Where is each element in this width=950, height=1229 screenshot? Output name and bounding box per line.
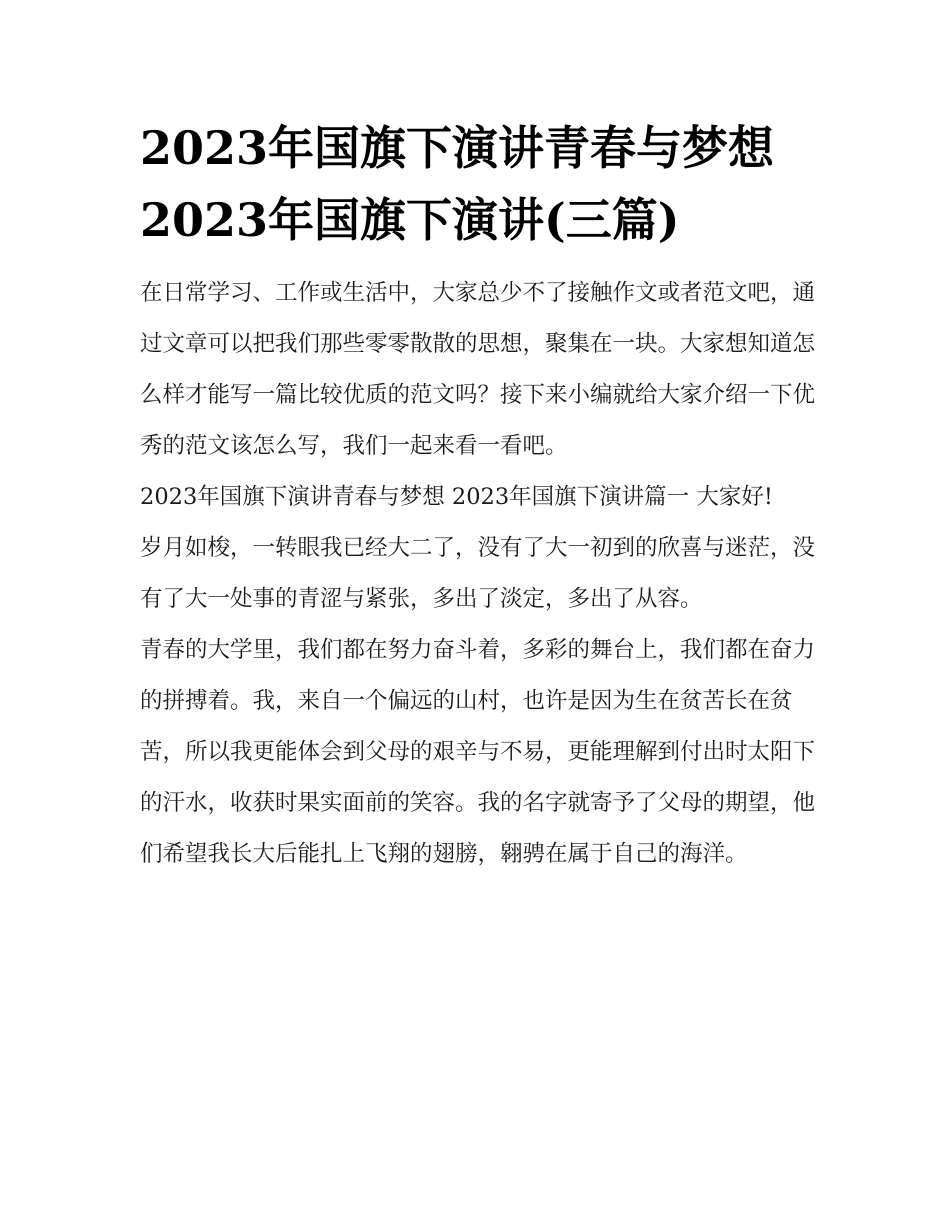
document-title — [140, 112, 815, 256]
section-heading-paragraph: 2023年国旗下演讲青春与梦想 2023年国旗下演讲篇一 大家好! — [140, 484, 773, 510]
body-paragraph: 岁月如梭，一转眼我已经大二了，没有了大一初到的欣喜与迷茫，没有了大一处事的青涩与紧张，多出了淡定，多出了从容。 — [140, 535, 816, 612]
title-line-2: 2023年国旗下演讲(三篇) — [140, 193, 680, 247]
intro-paragraph: 在日常学习、工作或生活中，大家总少不了接触作文或者范文吧，通过文章可以把我们那些零零散散的思想，聚集在一块。大家想知道怎么样才能写一篇比较优质的范文吗？接下来小编就给大家介绍一下优秀的范文该怎么写，我们一起来看一看吧。 — [140, 280, 816, 459]
title-line-1: 2023年国旗下演讲青春与梦想 — [140, 121, 775, 175]
body-paragraph: 青春的大学里，我们都在努力奋斗着，多彩的舞台上，我们都在奋力的拼搏着。我，来自一个偏远的山村，也许是因为生在贫苦长在贫苦，所以我更能体会到父母的艰辛与不易，更能理解到付出时太阳下的汗水，收获时果实面前的笑容。我的名字就寄予了父母的期望，他们希望我长大后能扎上飞翔的翅膀，翱骋在属于自己的海洋。 — [140, 637, 816, 867]
document-body — [140, 112, 815, 880]
